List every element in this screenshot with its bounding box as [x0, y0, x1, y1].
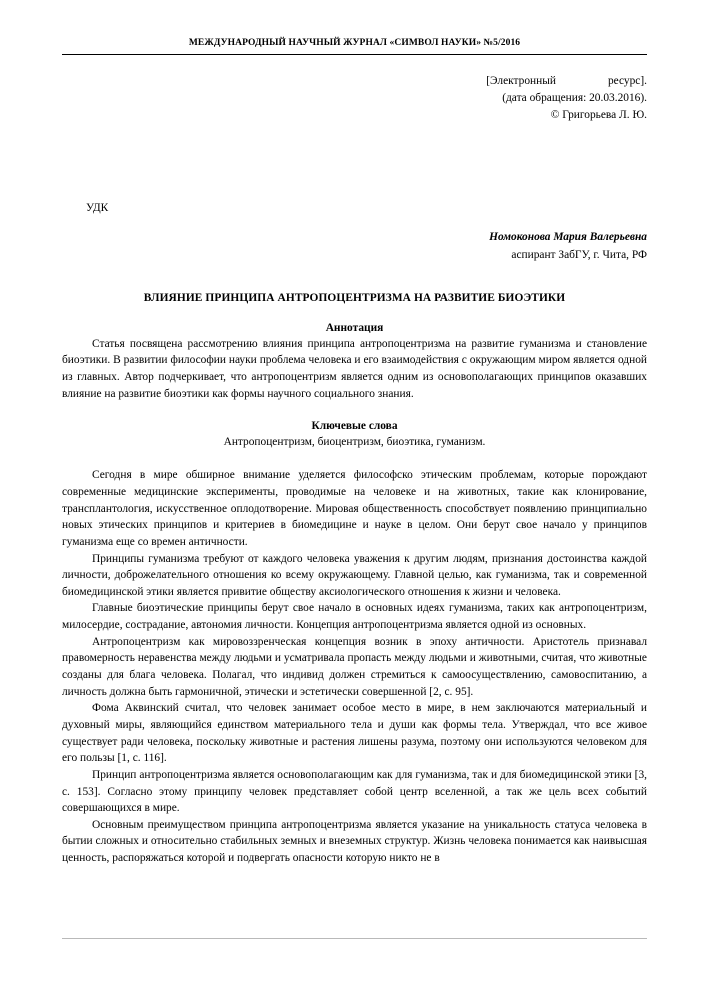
reference-line-1: [62, 73, 647, 90]
body-paragraph: Главные биоэтические принципы берут свое начало в основных идеях гуманизма, таких как антропоцентризм, милосердие, сострадание, автономия личности. Концепция антропоцентризма является одной из основных.: [62, 602, 647, 632]
author-name: Номоконова Мария Валерьевна: [489, 231, 647, 244]
abstract-text: Статья посвящена рассмотрению влияния принципа антропоцентризма на развитие гуманизма и становление биоэтики. В развитии философии науки проблема человека и его взаимодействия с окружающим миром является одной из главных. Автор подчеркивает, что антропоцентризм является одним из основополагающих принципов оказавших влияние на развитие биоэтики как формы научного социального знания.: [62, 337, 647, 400]
article-title: ВЛИЯНИЕ ПРИНЦИПА АНТРОПОЦЕНТРИЗМА НА РАЗВИТИЕ БИОЭТИКИ: [143, 291, 566, 304]
running-head: МЕЖДУНАРОДНЫЙ НАУЧНЫЙ ЖУРНАЛ «СИМВОЛ НАУКИ» №5/2016: [188, 38, 521, 48]
abstract-heading: Аннотация: [325, 321, 384, 334]
reference-line-2: (дата обращения: 20.03.2016).: [502, 92, 647, 105]
body-paragraph: Принцип антропоцентризма является основополагающим как для гуманизма, так и для биомедицинской этики [3, с. 153]. Согласно этому принципу человек представляет собой центр вселенной, а так же цель всех событий совершающихся в мире.: [62, 768, 647, 815]
author-affiliation: аспирант ЗабГУ, г. Чита, РФ: [511, 248, 647, 261]
body-paragraph: Сегодня в мире обширное внимание уделяется философско этическим проблемам, которые порождают современные медицинские эксперименты, проводимые на человеке и на животных, такие как клонирование, трансплантология, искусственное оплодотворение. Мировая общественность способствует появлению принципиально новых этических принципов и критериев в биомедицине и науке в целом. Они берут свое начало у принципов гуманизма еще со времен античности.: [62, 469, 647, 548]
vertical-gap: [62, 124, 647, 200]
footer-rule: [62, 938, 647, 939]
header-rule: [62, 54, 647, 55]
body-paragraph: Антропоцентризм как мировоззренческая концепция возник в эпоху античности. Аристотель признавал правомерность неравенства между людьми и усматривала пропасть между людьми и животными, считая, что животные созданы для блага человека. Полагал, что индивид должен стремиться к самоосуществлению, самовоспитанию, а личность должна быть гармоничной, этически и эстетически совершенной [2, с. 95].: [62, 635, 647, 698]
udk-label: УДК: [86, 202, 109, 215]
body-paragraph: Принципы гуманизма требуют от каждого человека уважения к другим людям, признания достоинства каждой личности, доброжелательного отношения ко всему окружающему. Главной целью, как гуманизма, так и современной биомедицинской этики является привитие обществу аксиологического отношения к жизни и человека.: [62, 552, 647, 598]
keywords-heading: Ключевые слова: [311, 420, 398, 433]
reference-line-3: © Григорьева Л. Ю.: [550, 109, 647, 122]
keywords-text: Антропоцентризм, биоцентризм, биоэтика, гуманизм.: [223, 436, 486, 449]
body-paragraph: Фома Аквинский считал, что человек занимает особое место в мире, в нем заключаются материальный и духовный миры, являющийся единством материального тела и души как формы тела. Утверждал, что все живое существует ради человека, поскольку животные и растения лишены разума, поэтому они используются человеком для его пользы [1, с. 116].: [62, 702, 647, 765]
reference-line-1-right: ресурс].: [607, 75, 647, 87]
body-paragraph: Основным преимуществом принципа антропоцентризма является указание на уникальность статуса человека в бытии сложных и относительно стабильных земных и внеземных структур. Жизнь человека понимается как наивысшая ценность, распоряжаться которой и подвергать опасности которую никто не в: [62, 818, 647, 865]
reference-line-1-left: [Электронный: [486, 75, 556, 87]
